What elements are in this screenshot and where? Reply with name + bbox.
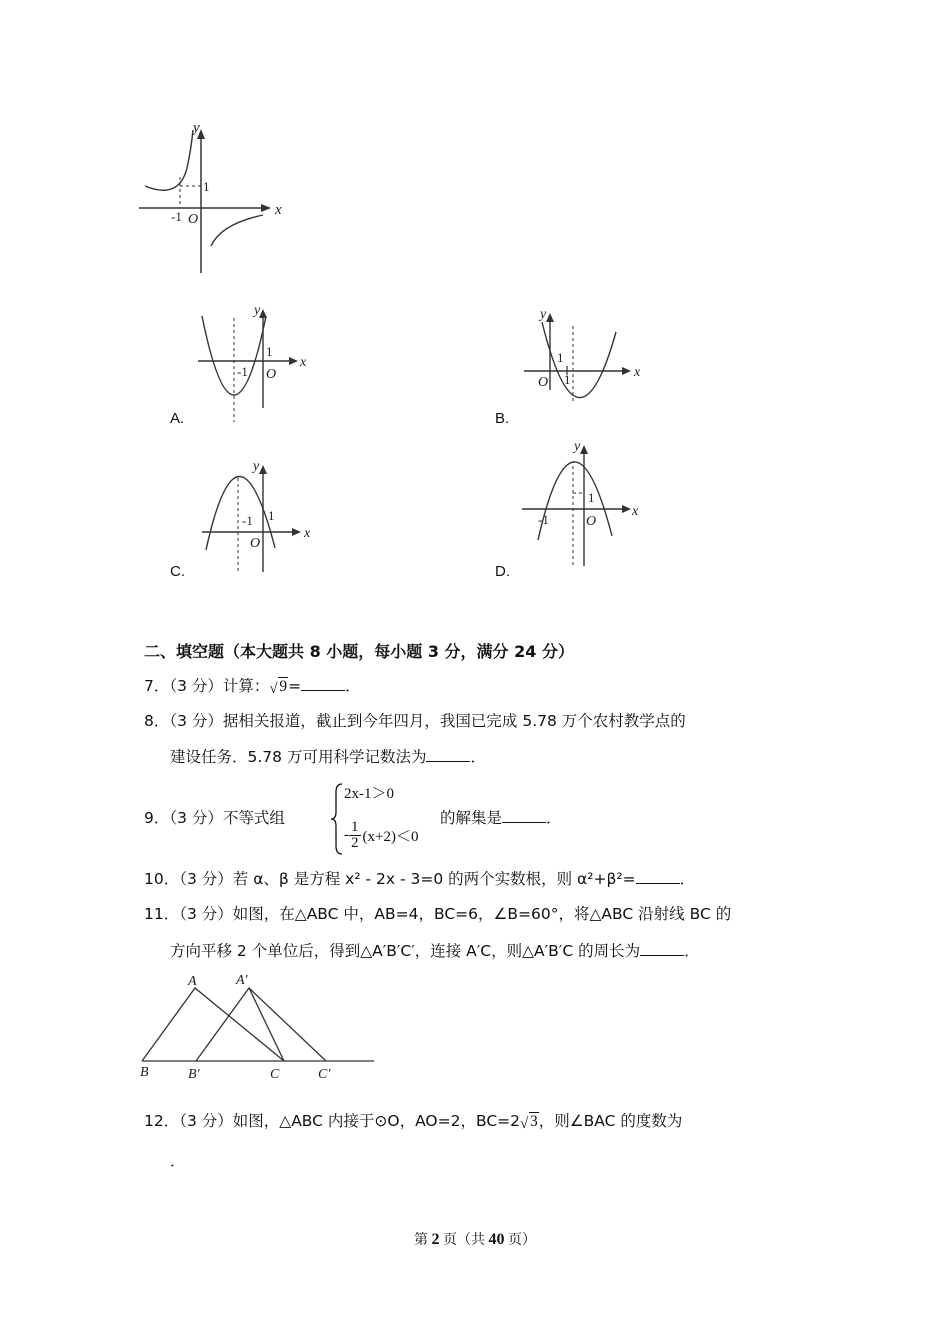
y-arrow <box>259 465 267 474</box>
total-pages: 40 <box>488 1231 505 1248</box>
x-arrow <box>261 204 271 212</box>
triangle-abc <box>142 988 284 1061</box>
sqrt-9 <box>269 676 288 698</box>
x-arrow <box>289 357 298 365</box>
origin-label: O <box>266 367 277 382</box>
footer-post: 页） <box>504 1233 536 1248</box>
x-label: x <box>304 526 311 541</box>
x-arrow <box>622 367 631 375</box>
q10-number: 10． <box>144 870 180 888</box>
option-a-graph <box>194 304 314 424</box>
one-label-x: 1 <box>564 372 571 387</box>
option-d-graph <box>518 436 644 570</box>
q10-end: ． <box>679 870 696 888</box>
x-label: x <box>632 504 639 519</box>
inequality-2: - $\frac{1}{2}$ (x+2)＜0 <box>344 819 419 851</box>
question-7 <box>144 675 361 698</box>
origin-label: O <box>188 212 199 227</box>
inequality-system <box>330 782 442 856</box>
q7-radicand: 9 <box>279 678 288 695</box>
fraction <box>349 820 361 851</box>
q9-prefix: （3 分）不等式组 <box>169 809 285 827</box>
answer-blank-9[interactable] <box>502 808 546 823</box>
neg-one-label: -1 <box>242 513 253 528</box>
question-12-line2 <box>170 1150 186 1172</box>
radical-sign-icon: √ <box>269 681 278 697</box>
option-a-label[interactable]: A. <box>170 410 185 427</box>
q11-line2: 方向平移 2 个单位后，得到△A′B′C′，连接 A′C，则△A′B′C 的周长为 <box>170 942 641 960</box>
q7-prefix: （3 分）计算： <box>169 677 270 695</box>
answer-blank-10[interactable] <box>636 869 680 884</box>
option-d-label[interactable]: D. <box>495 563 510 580</box>
question-11-line2 <box>170 940 700 962</box>
q12-text-a: （3 分）如图，△ABC 内接于⊙O，AO=2，BC=2 <box>179 1112 521 1130</box>
x-label: x <box>634 365 641 380</box>
inequality-2-body: (x+2)＜0 <box>362 829 419 845</box>
question-9 <box>144 807 285 829</box>
x-arrow <box>622 505 631 513</box>
y-label: y <box>254 304 261 318</box>
question-9-tail <box>440 807 562 829</box>
q9-number: 9． <box>144 809 170 827</box>
y-label: y <box>193 120 200 136</box>
triangle-a2b2c2 <box>196 988 326 1061</box>
q9-suffix: 的解集是 <box>440 809 503 827</box>
y-arrow <box>546 313 554 322</box>
q11-line1: （3 分）如图，在△ABC 中，AB=4，BC=6，∠B=60°，将△ABC 沿射线 BC 的 <box>179 905 732 923</box>
answer-blank-7[interactable] <box>301 676 345 691</box>
section-title: 二、填空题（本大题共 8 小题，每小题 3 分，满分 24 分） <box>144 642 574 661</box>
label-b-prime: B′ <box>188 1067 200 1082</box>
neg-one-label: -1 <box>237 364 248 379</box>
page-number: 2 <box>431 1231 440 1248</box>
x-label: x <box>275 202 282 218</box>
question-11-line1 <box>144 903 731 925</box>
q10-text: （3 分）若 α、β 是方程 x² ‑ 2x ‑ 3=0 的两个实数根，则 α²+β²= <box>179 870 636 888</box>
hyperbola-left-branch <box>145 130 193 190</box>
q8-line1: （3 分）据相关报道，截止到今年四月，我国已完成 5.78 万个农村教学点的 <box>169 712 686 730</box>
origin-label: O <box>538 375 549 390</box>
q12-number: 12． <box>144 1112 180 1130</box>
y-arrow <box>580 445 588 454</box>
q12-text-b: ，则∠BAC 的度数为 <box>538 1112 683 1130</box>
label-b: B <box>140 1065 149 1080</box>
neg-one-label: -1 <box>538 512 549 527</box>
question-12-line1 <box>144 1110 682 1133</box>
neg-one-label: -1 <box>171 209 182 224</box>
parabola <box>538 462 612 540</box>
label-c-prime: C′ <box>318 1067 331 1082</box>
parabola <box>206 476 275 550</box>
option-c-label[interactable]: C. <box>170 563 185 580</box>
footer-pre: 第 <box>414 1233 432 1248</box>
one-label: 1 <box>203 179 210 194</box>
parabola <box>542 322 616 398</box>
one-label: 1 <box>266 344 273 359</box>
x-label: x <box>300 355 307 370</box>
q11-end: ． <box>684 942 700 960</box>
segment-a2-c <box>249 988 284 1061</box>
label-c: C <box>270 1067 280 1082</box>
brace-icon <box>330 782 344 856</box>
y-label: y <box>574 439 581 454</box>
one-label: 1 <box>268 508 275 523</box>
origin-label: O <box>250 536 261 551</box>
option-b-graph <box>520 306 644 406</box>
answer-blank-8[interactable] <box>426 747 470 762</box>
q8-number: 8． <box>144 712 170 730</box>
y-label: y <box>540 307 547 322</box>
q7-end: ． <box>345 677 361 695</box>
q12-line2: ． <box>170 1152 186 1170</box>
q8-end: ． <box>470 748 486 766</box>
hyperbola-right-branch <box>211 215 263 246</box>
q7-number: 7． <box>144 677 170 695</box>
page-footer <box>0 1229 950 1249</box>
inequality-1: 2x-1＞0 <box>344 786 394 802</box>
origin-label: O <box>586 514 597 529</box>
fraction-denominator: 2 <box>351 835 359 851</box>
one-label: 1 <box>557 350 564 365</box>
q11-number: 11． <box>144 905 180 923</box>
q7-suffix: = <box>288 677 302 695</box>
question-10 <box>144 868 695 890</box>
question-8-line1 <box>144 710 686 732</box>
fraction-numerator: 1 <box>351 819 359 835</box>
sqrt-3 <box>520 1111 539 1133</box>
x-arrow <box>292 528 301 536</box>
y-label: y <box>253 459 260 474</box>
main-function-graph <box>135 118 295 278</box>
q9-end: ． <box>546 809 562 827</box>
one-label: 1 <box>588 490 595 505</box>
option-b-label[interactable]: B. <box>495 410 510 427</box>
question-8-line2 <box>170 746 486 768</box>
q8-line2: 建设任务．5.78 万可用科学记数法为 <box>170 748 427 766</box>
footer-mid: 页（共 <box>439 1233 489 1248</box>
q12-radicand: 3 <box>530 1113 538 1130</box>
radical-sign-icon: √ <box>520 1116 529 1132</box>
triangle-translation-figure <box>136 968 380 1084</box>
option-c-graph <box>198 456 318 576</box>
label-a: A <box>188 974 197 989</box>
answer-blank-11[interactable] <box>640 941 684 956</box>
label-a-prime: A′ <box>236 973 248 988</box>
